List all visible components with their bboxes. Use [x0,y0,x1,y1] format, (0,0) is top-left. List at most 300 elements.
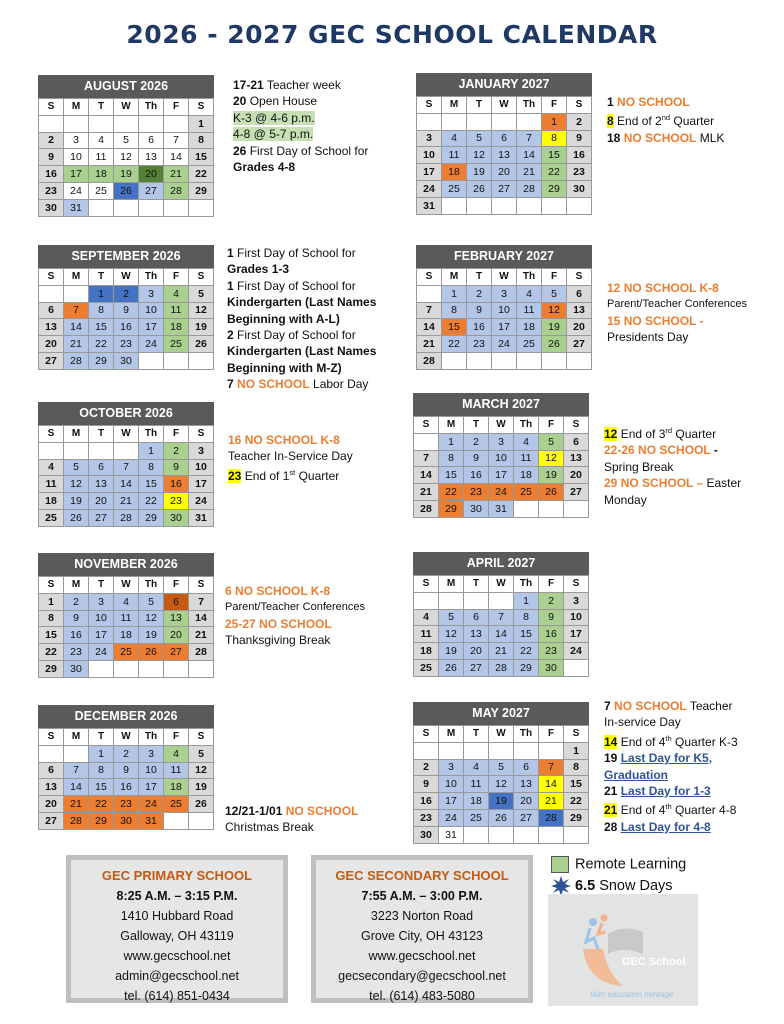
day-cell[interactable]: 5 [139,593,164,610]
day-cell[interactable]: 7 [517,130,542,147]
day-cell[interactable]: 20 [464,643,489,660]
day-cell[interactable]: 23 [464,484,489,501]
day-cell[interactable]: 2 [114,745,139,762]
day-cell[interactable]: 20 [567,319,592,336]
day-cell[interactable]: 23 [114,336,139,353]
day-cell[interactable]: 26 [139,644,164,661]
day-cell[interactable]: 23 [114,796,139,813]
day-cell[interactable]: 7 [489,609,514,626]
day-cell[interactable]: 26 [542,336,567,353]
day-cell[interactable]: 16 [414,793,439,810]
day-cell[interactable]: 30 [567,180,592,197]
day-cell[interactable]: 21 [64,336,89,353]
day-cell[interactable]: 6 [514,759,539,776]
day-cell[interactable]: 21 [164,166,189,183]
day-cell[interactable]: 14 [417,319,442,336]
day-cell[interactable]: 15 [542,147,567,164]
day-cell[interactable]: 31 [139,812,164,829]
day-cell[interactable]: 20 [89,493,114,510]
day-cell[interactable]: 2 [567,113,592,130]
day-cell[interactable]: 16 [114,779,139,796]
day-cell[interactable]: 22 [39,644,64,661]
day-cell[interactable]: 31 [417,197,442,214]
day-cell[interactable]: 19 [189,779,214,796]
day-cell[interactable]: 25 [464,809,489,826]
day-cell[interactable]: 22 [542,164,567,181]
day-cell[interactable]: 27 [492,180,517,197]
day-cell[interactable]: 20 [164,627,189,644]
day-cell[interactable]: 10 [189,459,214,476]
day-cell[interactable]: 6 [564,433,589,450]
day-cell[interactable]: 31 [489,500,514,517]
day-cell[interactable]: 6 [567,285,592,302]
day-cell[interactable]: 30 [64,660,89,677]
day-cell[interactable]: 8 [439,450,464,467]
day-cell[interactable]: 27 [464,659,489,676]
day-cell[interactable]: 17 [89,627,114,644]
day-cell[interactable]: 2 [464,433,489,450]
day-cell[interactable]: 9 [414,776,439,793]
day-cell[interactable]: 29 [514,659,539,676]
day-cell[interactable]: 1 [39,593,64,610]
day-cell[interactable]: 5 [467,130,492,147]
day-cell[interactable]: 27 [39,812,64,829]
day-cell[interactable]: 14 [189,610,214,627]
day-cell[interactable]: 4 [414,609,439,626]
day-cell[interactable]: 24 [439,809,464,826]
day-cell[interactable]: 24 [139,336,164,353]
day-cell[interactable]: 27 [567,336,592,353]
day-cell[interactable]: 10 [64,149,89,166]
day-cell[interactable]: 12 [539,450,564,467]
day-cell[interactable]: 23 [414,809,439,826]
day-cell[interactable]: 8 [139,459,164,476]
day-cell[interactable]: 13 [564,450,589,467]
last-day-link[interactable]: Last Day for 1-3 [620,784,711,799]
day-cell[interactable]: 31 [439,826,464,843]
day-cell[interactable]: 4 [39,459,64,476]
day-cell[interactable]: 30 [539,659,564,676]
day-cell[interactable]: 22 [139,493,164,510]
day-cell[interactable]: 3 [64,132,89,149]
day-cell[interactable]: 28 [414,500,439,517]
day-cell[interactable]: 11 [89,149,114,166]
day-cell[interactable]: 27 [139,182,164,199]
day-cell[interactable]: 11 [114,610,139,627]
day-cell[interactable]: 30 [464,500,489,517]
day-cell[interactable]: 16 [39,166,64,183]
day-cell[interactable]: 22 [564,793,589,810]
day-cell[interactable]: 1 [442,285,467,302]
day-cell[interactable]: 29 [39,660,64,677]
day-cell[interactable]: 8 [564,759,589,776]
day-cell[interactable]: 21 [489,643,514,660]
day-cell[interactable]: 19 [489,793,514,810]
day-cell[interactable]: 1 [564,742,589,759]
day-cell[interactable]: 24 [64,182,89,199]
day-cell[interactable]: 2 [467,285,492,302]
day-cell[interactable]: 9 [164,459,189,476]
day-cell[interactable]: 18 [164,779,189,796]
day-cell[interactable]: 4 [517,285,542,302]
day-cell[interactable]: 12 [139,610,164,627]
day-cell[interactable]: 26 [114,182,139,199]
day-cell[interactable]: 16 [164,476,189,493]
day-cell[interactable]: 3 [439,759,464,776]
day-cell[interactable]: 20 [39,336,64,353]
day-cell[interactable]: 9 [464,450,489,467]
day-cell[interactable]: 12 [489,776,514,793]
day-cell[interactable]: 16 [539,626,564,643]
day-cell[interactable]: 9 [467,302,492,319]
day-cell[interactable]: 16 [64,627,89,644]
secondary-school-email[interactable]: gecsecondary@gecschool.net [338,969,506,983]
day-cell[interactable]: 17 [417,164,442,181]
day-cell[interactable]: 22 [439,484,464,501]
day-cell[interactable]: 11 [442,147,467,164]
day-cell[interactable]: 30 [414,826,439,843]
day-cell[interactable]: 8 [189,132,214,149]
day-cell[interactable]: 13 [164,610,189,627]
day-cell[interactable]: 28 [539,809,564,826]
day-cell[interactable]: 12 [439,626,464,643]
day-cell[interactable]: 14 [517,147,542,164]
day-cell[interactable]: 31 [189,509,214,526]
day-cell[interactable]: 28 [114,509,139,526]
day-cell[interactable]: 29 [542,180,567,197]
day-cell[interactable]: 14 [64,779,89,796]
day-cell[interactable]: 10 [139,762,164,779]
secondary-school-website[interactable]: www.gecschool.net [368,949,476,963]
day-cell[interactable]: 21 [189,627,214,644]
day-cell[interactable]: 5 [542,285,567,302]
day-cell[interactable]: 6 [89,459,114,476]
day-cell[interactable]: 19 [539,467,564,484]
day-cell[interactable]: 29 [189,182,214,199]
day-cell[interactable]: 6 [464,609,489,626]
day-cell[interactable]: 6 [39,302,64,319]
day-cell[interactable]: 23 [164,493,189,510]
day-cell[interactable]: 25 [39,509,64,526]
day-cell[interactable]: 15 [439,467,464,484]
day-cell[interactable]: 12 [542,302,567,319]
day-cell[interactable]: 20 [492,164,517,181]
day-cell[interactable]: 9 [39,149,64,166]
day-cell[interactable]: 8 [39,610,64,627]
day-cell[interactable]: 25 [114,644,139,661]
day-cell[interactable]: 4 [89,132,114,149]
day-cell[interactable]: 20 [514,793,539,810]
day-cell[interactable]: 28 [164,182,189,199]
day-cell[interactable]: 26 [189,336,214,353]
day-cell[interactable]: 28 [64,352,89,369]
day-cell[interactable]: 19 [64,493,89,510]
day-cell[interactable]: 12 [189,302,214,319]
day-cell[interactable]: 13 [567,302,592,319]
day-cell[interactable]: 28 [517,180,542,197]
day-cell[interactable]: 25 [442,180,467,197]
day-cell[interactable]: 15 [39,627,64,644]
day-cell[interactable]: 26 [539,484,564,501]
day-cell[interactable]: 8 [542,130,567,147]
day-cell[interactable]: 3 [489,433,514,450]
day-cell[interactable]: 23 [64,644,89,661]
day-cell[interactable]: 17 [64,166,89,183]
day-cell[interactable]: 15 [89,319,114,336]
day-cell[interactable]: 6 [492,130,517,147]
day-cell[interactable]: 18 [414,643,439,660]
day-cell[interactable]: 16 [114,319,139,336]
day-cell[interactable]: 13 [464,626,489,643]
day-cell[interactable]: 5 [439,609,464,626]
day-cell[interactable]: 13 [39,319,64,336]
day-cell[interactable]: 17 [139,319,164,336]
day-cell[interactable]: 26 [467,180,492,197]
day-cell[interactable]: 1 [542,113,567,130]
day-cell[interactable]: 27 [514,809,539,826]
day-cell[interactable]: 21 [114,493,139,510]
day-cell[interactable]: 12 [189,762,214,779]
day-cell[interactable]: 5 [189,745,214,762]
day-cell[interactable]: 9 [114,302,139,319]
day-cell[interactable]: 14 [489,626,514,643]
day-cell[interactable]: 17 [564,626,589,643]
day-cell[interactable]: 19 [542,319,567,336]
day-cell[interactable]: 24 [89,644,114,661]
day-cell[interactable]: 27 [39,352,64,369]
day-cell[interactable]: 14 [539,776,564,793]
day-cell[interactable]: 10 [139,302,164,319]
day-cell[interactable]: 7 [64,302,89,319]
day-cell[interactable]: 18 [89,166,114,183]
day-cell[interactable]: 25 [514,484,539,501]
last-day-link[interactable]: Last Day for 4-8 [620,819,711,834]
day-cell[interactable]: 3 [139,745,164,762]
day-cell[interactable]: 7 [164,132,189,149]
day-cell[interactable]: 15 [514,626,539,643]
day-cell[interactable]: 7 [414,450,439,467]
day-cell[interactable]: 23 [567,164,592,181]
day-cell[interactable]: 17 [139,779,164,796]
day-cell[interactable]: 6 [39,762,64,779]
day-cell[interactable]: 16 [464,467,489,484]
day-cell[interactable]: 10 [489,450,514,467]
day-cell[interactable]: 10 [492,302,517,319]
day-cell[interactable]: 17 [439,793,464,810]
day-cell[interactable]: 26 [439,659,464,676]
day-cell[interactable]: 15 [442,319,467,336]
day-cell[interactable]: 13 [514,776,539,793]
day-cell[interactable]: 10 [564,609,589,626]
day-cell[interactable]: 20 [564,467,589,484]
day-cell[interactable]: 31 [64,199,89,216]
day-cell[interactable]: 29 [89,352,114,369]
day-cell[interactable]: 11 [164,762,189,779]
day-cell[interactable]: 14 [64,319,89,336]
day-cell[interactable]: 16 [567,147,592,164]
day-cell[interactable]: 11 [464,776,489,793]
day-cell[interactable]: 10 [417,147,442,164]
day-cell[interactable]: 8 [89,762,114,779]
last-day-link[interactable]: Last Day for K5, [620,751,713,766]
day-cell[interactable]: 11 [514,450,539,467]
day-cell[interactable]: 13 [492,147,517,164]
day-cell[interactable]: 2 [39,132,64,149]
day-cell[interactable]: 15 [564,776,589,793]
day-cell[interactable]: 4 [514,433,539,450]
day-cell[interactable]: 14 [414,467,439,484]
primary-school-website[interactable]: www.gecschool.net [123,949,231,963]
day-cell[interactable]: 2 [414,759,439,776]
day-cell[interactable]: 27 [164,644,189,661]
day-cell[interactable]: 9 [114,762,139,779]
day-cell[interactable]: 1 [189,115,214,132]
day-cell[interactable]: 3 [492,285,517,302]
day-cell[interactable]: 15 [189,149,214,166]
day-cell[interactable]: 29 [139,509,164,526]
day-cell[interactable]: 24 [189,493,214,510]
day-cell[interactable]: 22 [89,336,114,353]
day-cell[interactable]: 7 [64,762,89,779]
day-cell[interactable]: 30 [114,352,139,369]
day-cell[interactable]: 26 [64,509,89,526]
day-cell[interactable]: 3 [139,285,164,302]
day-cell[interactable]: 13 [89,476,114,493]
day-cell[interactable]: 12 [114,149,139,166]
day-cell[interactable]: 21 [414,484,439,501]
day-cell[interactable]: 20 [39,796,64,813]
day-cell[interactable]: 1 [439,433,464,450]
day-cell[interactable]: 19 [467,164,492,181]
day-cell[interactable]: 3 [417,130,442,147]
day-cell[interactable]: 18 [517,319,542,336]
day-cell[interactable]: 1 [139,442,164,459]
day-cell[interactable]: 5 [64,459,89,476]
day-cell[interactable]: 7 [539,759,564,776]
day-cell[interactable]: 28 [64,812,89,829]
day-cell[interactable]: 25 [164,336,189,353]
day-cell[interactable]: 10 [89,610,114,627]
day-cell[interactable]: 17 [189,476,214,493]
day-cell[interactable]: 15 [89,779,114,796]
day-cell[interactable]: 12 [467,147,492,164]
day-cell[interactable]: 22 [89,796,114,813]
day-cell[interactable]: 2 [164,442,189,459]
day-cell[interactable]: 4 [114,593,139,610]
day-cell[interactable]: 22 [442,336,467,353]
day-cell[interactable]: 8 [89,302,114,319]
day-cell[interactable]: 13 [39,779,64,796]
day-cell[interactable]: 27 [564,484,589,501]
day-cell[interactable]: 3 [89,593,114,610]
day-cell[interactable]: 8 [514,609,539,626]
day-cell[interactable]: 14 [164,149,189,166]
day-cell[interactable]: 21 [417,336,442,353]
day-cell[interactable]: 4 [464,759,489,776]
day-cell[interactable]: 4 [164,745,189,762]
day-cell[interactable]: 25 [414,659,439,676]
day-cell[interactable]: 5 [114,132,139,149]
day-cell[interactable]: 21 [64,796,89,813]
day-cell[interactable]: 19 [114,166,139,183]
day-cell[interactable]: 13 [139,149,164,166]
day-cell[interactable]: 11 [39,476,64,493]
day-cell[interactable]: 25 [89,182,114,199]
day-cell[interactable]: 28 [417,352,442,369]
day-cell[interactable]: 25 [164,796,189,813]
day-cell[interactable]: 26 [189,796,214,813]
day-cell[interactable]: 18 [442,164,467,181]
day-cell[interactable]: 19 [439,643,464,660]
day-cell[interactable]: 25 [517,336,542,353]
day-cell[interactable]: 23 [539,643,564,660]
day-cell[interactable]: 24 [417,180,442,197]
day-cell[interactable]: 17 [492,319,517,336]
day-cell[interactable]: 30 [114,812,139,829]
day-cell[interactable]: 29 [564,809,589,826]
day-cell[interactable]: 30 [39,199,64,216]
day-cell[interactable]: 2 [64,593,89,610]
day-cell[interactable]: 18 [39,493,64,510]
day-cell[interactable]: 23 [467,336,492,353]
day-cell[interactable]: 7 [114,459,139,476]
day-cell[interactable]: 23 [39,182,64,199]
day-cell[interactable]: 3 [564,592,589,609]
day-cell[interactable]: 11 [164,302,189,319]
day-cell[interactable]: 19 [189,319,214,336]
day-cell[interactable]: 12 [64,476,89,493]
day-cell[interactable]: 24 [139,796,164,813]
day-cell[interactable]: 18 [164,319,189,336]
day-cell[interactable]: 22 [514,643,539,660]
day-cell[interactable]: 5 [189,285,214,302]
graduation-link[interactable]: Graduation [604,767,669,782]
day-cell[interactable]: 9 [567,130,592,147]
day-cell[interactable]: 11 [517,302,542,319]
day-cell[interactable]: 5 [539,433,564,450]
day-cell[interactable]: 1 [89,745,114,762]
day-cell[interactable]: 6 [139,132,164,149]
day-cell[interactable]: 9 [64,610,89,627]
day-cell[interactable]: 2 [114,285,139,302]
day-cell[interactable]: 5 [489,759,514,776]
day-cell[interactable]: 9 [539,609,564,626]
day-cell[interactable]: 18 [464,793,489,810]
day-cell[interactable]: 18 [514,467,539,484]
day-cell[interactable]: 24 [489,484,514,501]
day-cell[interactable]: 15 [139,476,164,493]
day-cell[interactable]: 21 [539,793,564,810]
day-cell[interactable]: 24 [564,643,589,660]
day-cell[interactable]: 21 [517,164,542,181]
day-cell[interactable]: 24 [492,336,517,353]
day-cell[interactable]: 19 [139,627,164,644]
day-cell[interactable]: 14 [114,476,139,493]
day-cell[interactable]: 16 [467,319,492,336]
day-cell[interactable]: 1 [89,285,114,302]
day-cell[interactable]: 29 [439,500,464,517]
day-cell[interactable]: 4 [442,130,467,147]
day-cell[interactable]: 20 [139,166,164,183]
day-cell[interactable]: 10 [439,776,464,793]
day-cell[interactable]: 8 [442,302,467,319]
day-cell[interactable]: 17 [489,467,514,484]
day-cell[interactable]: 18 [114,627,139,644]
day-cell[interactable]: 26 [489,809,514,826]
day-cell[interactable]: 6 [164,593,189,610]
day-cell[interactable]: 28 [189,644,214,661]
day-cell[interactable]: 11 [414,626,439,643]
